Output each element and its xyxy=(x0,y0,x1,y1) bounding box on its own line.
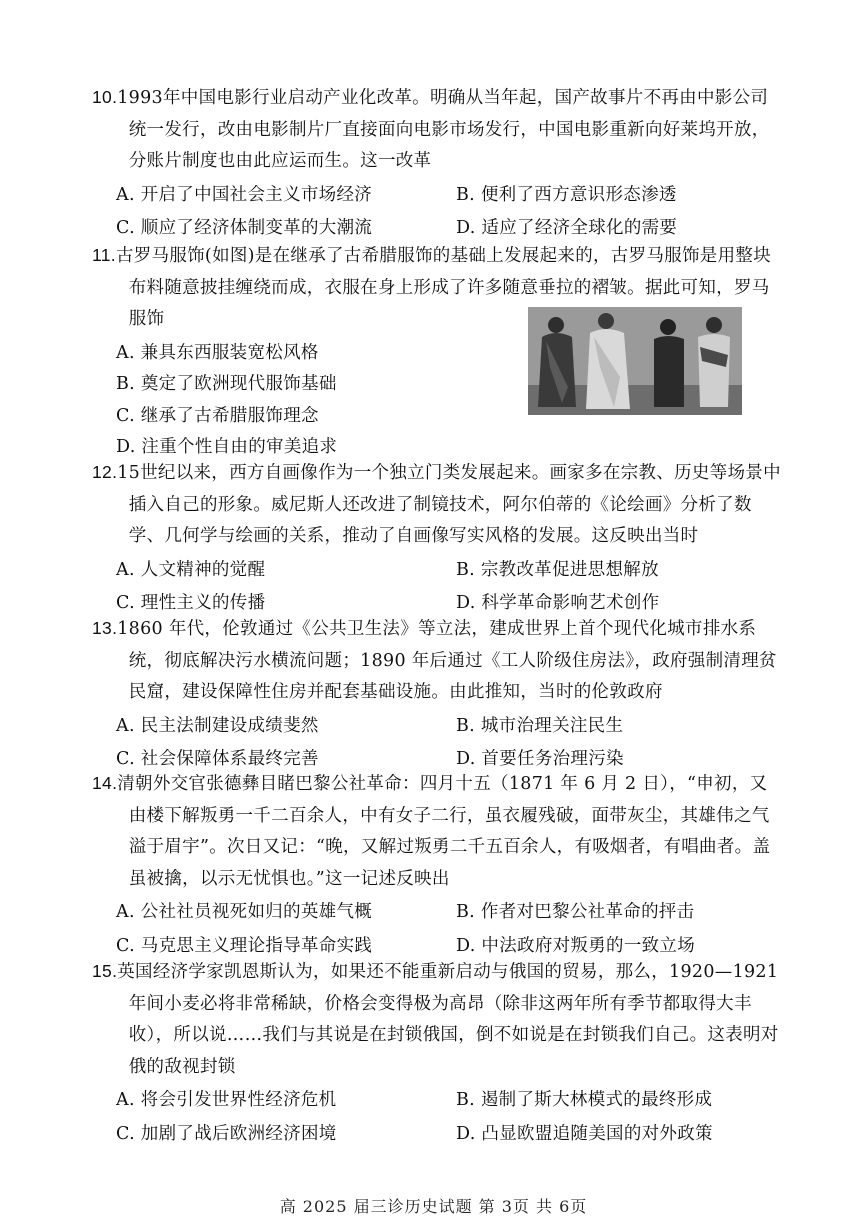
option-c: C. 加剧了战后欧洲经济困境 xyxy=(116,1123,337,1144)
question-number: 10. xyxy=(92,87,118,107)
option-a: A. 人文精神的觉醒 xyxy=(116,559,266,580)
option-d: D. 凸显欧盟追随美国的对外政策 xyxy=(456,1123,713,1144)
option-d: D. 首要任务治理污染 xyxy=(456,749,624,769)
roman-figures-drawing xyxy=(528,307,742,415)
option-c: C. 马克思主义理论指导革命实践 xyxy=(116,935,373,956)
option-a: A. 公社社员视死如归的英雄气概 xyxy=(116,902,373,922)
options xyxy=(116,711,782,776)
option-c: C. 理性主义的传播 xyxy=(116,593,266,613)
question-number: 13. xyxy=(92,618,118,638)
option-b: B. 便利了西方意识形态渗透 xyxy=(456,184,677,205)
option-d: D. 注重个性自由的审美追求 xyxy=(116,437,338,457)
question-13 xyxy=(92,613,782,776)
option-b: B. 城市治理关注民生 xyxy=(456,715,624,736)
option-b: B. 作者对巴黎公社革命的抨击 xyxy=(456,902,695,922)
question-number: 11. xyxy=(92,245,116,265)
question-15 xyxy=(92,956,782,1150)
options xyxy=(116,180,782,245)
question-stem: 古罗马服饰(如图)是在继承了古希腊服饰的基础上发展起来的，古罗马服饰是用整块布料随意披挂缠绕而成，衣服在身上形成了许多随意垂拉的褶皱。据此可知，罗马服饰 xyxy=(115,246,771,329)
question-stem: 1860 年代，伦敦通过《公共卫生法》等立法，建成世界上首个现代化城市排水系统，彻底解决污水横流问题；1890 年后通过《工人阶级住房法》，政府强制清理贫民窟，建设保障性住房并配套基础设施。由此推知，当时的伦敦政府 xyxy=(117,619,777,702)
option-c: C. 顺应了经济体制变革的大潮流 xyxy=(116,218,373,238)
footer-text: 高 2025 届三诊历史试题 第 3页 共 6页 xyxy=(279,1197,588,1216)
options xyxy=(116,1085,782,1150)
question-14 xyxy=(92,768,782,962)
question-stem: 1993年中国电影行业启动产业化改革。明确从当年起，国产故事片不再由中影公司统一发行，改由电影制片厂直接面向电影市场发行，中国电影重新向好莱坞开放，分账片制度也由此应运而生。这一改革 xyxy=(117,88,770,171)
question-number: 12. xyxy=(92,462,118,482)
option-d: D. 中法政府对叛勇的一致立场 xyxy=(456,935,696,956)
option-b: B. 奠定了欧洲现代服饰基础 xyxy=(116,374,337,394)
option-c: C. 社会保障体系最终完善 xyxy=(116,749,319,769)
option-b: B. 宗教改革促进思想解放 xyxy=(456,559,659,580)
question-number: 14. xyxy=(92,773,118,793)
page-footer xyxy=(0,1186,867,1226)
question-stem: 清朝外交官张德彝目睹巴黎公社革命：四月十五（1871 年 6 月 2 日），“申初，又由楼下解叛勇一千二百余人，中有女子二行，虽衣履残破，面带灰尘，其雄伟之气溢于眉宇”。次日又记：“晚，又解过叛勇二千五百余人，有吸烟者，有唱曲者。盖虽被擒，以示无忧惧也。”这一记述反映出 xyxy=(117,774,771,889)
options xyxy=(116,897,782,962)
option-c: C. 继承了古希腊服饰理念 xyxy=(116,405,319,426)
question-12 xyxy=(92,457,782,620)
option-a: A. 将会引发世界性经济危机 xyxy=(116,1090,337,1110)
roman-figures-illustration-icon xyxy=(528,307,742,415)
options xyxy=(116,555,782,620)
option-d: D. 科学革命影响艺术创作 xyxy=(456,593,660,613)
question-stem: 英国经济学家凯恩斯认为，如果还不能重新启动与俄国的贸易，那么，1920—1921 年间小麦必将非常稀缺，价格会变得极为高昂（除非这两年所有季节都取得大丰收），所以说……我们与其说是在封锁俄国，倒不如说是在封锁我们自己。这表明对俄的敌视封锁 xyxy=(117,962,779,1077)
option-a: A. 开启了中国社会主义市场经济 xyxy=(116,184,373,205)
option-d: D. 适应了经济全球化的需要 xyxy=(456,218,678,238)
question-number: 15. xyxy=(92,961,118,981)
question-stem: 15世纪以来，西方自画像作为一个独立门类发展起来。画家多在宗教、历史等场景中插入自己的形象。威尼斯人还改进了制镜技术，阿尔伯蒂的《论绘画》分析了数学、几何学与绘画的关系，推动了自画像写实风格的发展。这反映出当时 xyxy=(117,463,781,546)
question-10 xyxy=(92,82,782,245)
option-a: A. 兼具东西服装宽松风格 xyxy=(116,342,319,363)
option-a: A. 民主法制建设成绩斐然 xyxy=(116,715,319,736)
option-b: B. 遏制了斯大林模式的最终形成 xyxy=(456,1090,713,1110)
